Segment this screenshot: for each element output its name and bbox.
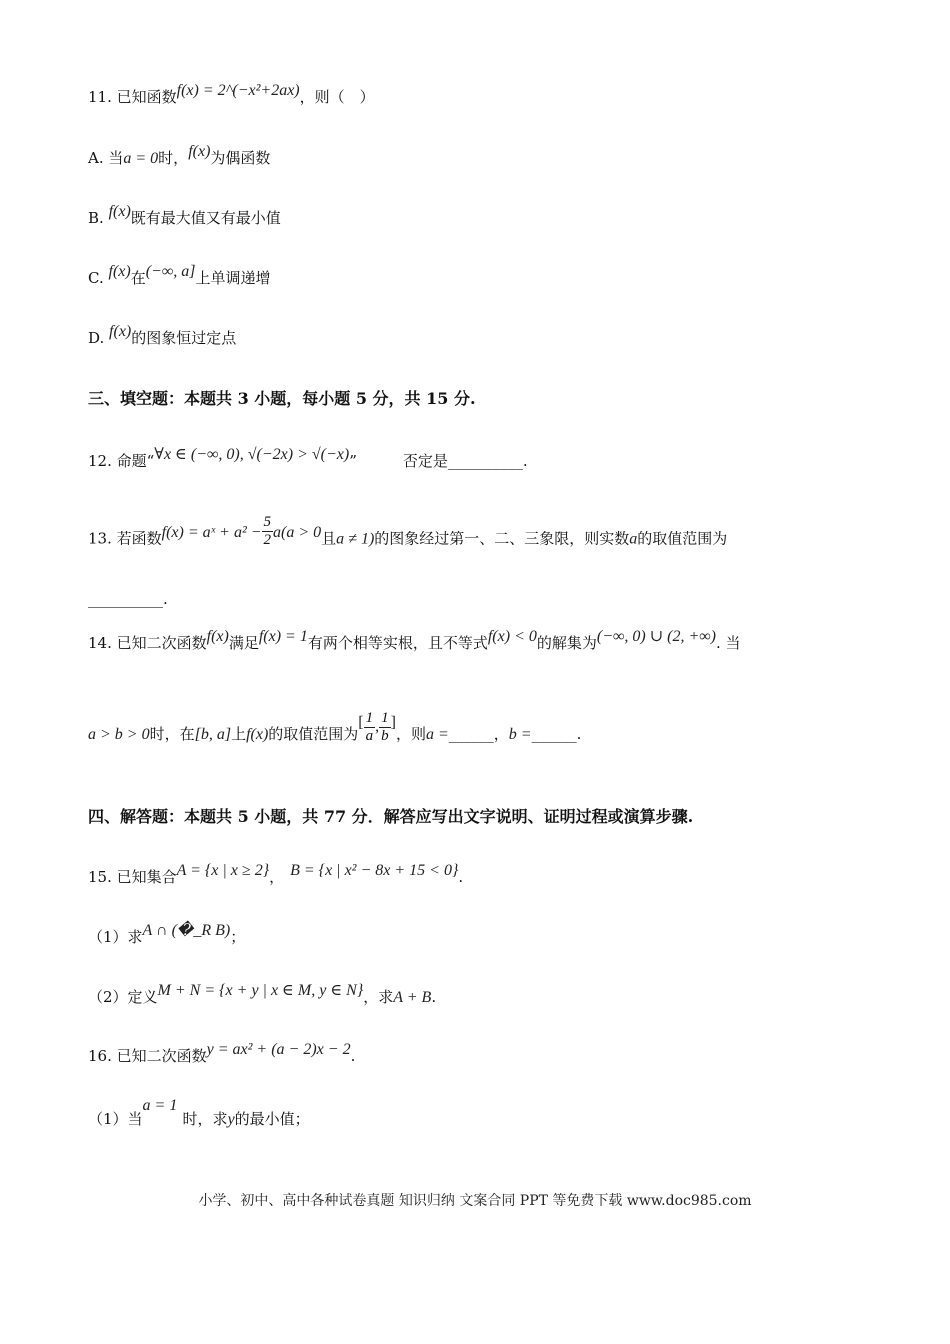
q11-formula: f(x) = 2^(−x²+2ax) [176, 82, 300, 99]
q14-t6: 上 [231, 725, 247, 743]
q14-t1: 满足 [228, 634, 259, 652]
section-3-heading: 三、填空题：本题共 3 小题，每小题 5 分，共 15 分. [88, 389, 476, 408]
q14-frac-b [379, 710, 391, 745]
q15-end: . [458, 868, 464, 886]
q14-t10: . [576, 725, 582, 743]
option-a-label: A. 当 [88, 149, 124, 167]
q15-p2-expr: M + N = {x + y | x ∈ M, y ∈ N} [157, 982, 364, 999]
option-c-text: 上单调递增 [195, 269, 271, 287]
q16-p1-end: 的最小值； [234, 1110, 310, 1128]
q13-suffix1: 的图象经过第一、二、三象限，则实数 [374, 529, 630, 548]
q14-frac-a-den: a [365, 727, 374, 744]
q14-eq1: f(x) = 1 [258, 628, 308, 645]
section-4-heading: 四、解答题：本题共 5 小题，共 77 分．解答应写出文字说明、证明过程或演算步骤. [88, 807, 694, 826]
q14-fx2: f(x) [246, 726, 269, 743]
q14-frac-a-num: 1 [365, 709, 374, 726]
q15-p1-end: ； [230, 928, 246, 946]
q13-prefix: 13. 若函数 [88, 529, 162, 548]
q14-t4: . 当 [716, 634, 741, 652]
q14-t7: 的取值范围为 [268, 725, 359, 743]
q16-part-1 [88, 1097, 310, 1131]
q14-prefix: 14. 已知二次函数 [88, 634, 207, 652]
q14-blank-b: ______ [531, 725, 577, 743]
q16-p1-label: （1）当 [88, 1110, 143, 1128]
q14-t5: 时，在 [149, 725, 195, 743]
q15-p1-label: （1）求 [88, 928, 143, 946]
q14-line2: a > b > 0时，在[b, a]上f(x)的取值范围为[ $\frac{1}{a}$ , $\frac{1}{b}$ ]，则a =______，b =______. [88, 709, 582, 744]
option-a-fx: f(x) [188, 143, 211, 160]
q13-frac-den: 2 [263, 532, 272, 548]
option-d-text: 的图象恒过定点 [131, 329, 237, 347]
q12-formula: ∀x ∈ (−∞, 0), √(−2x) > √(−x) [154, 446, 350, 463]
q15-part-2 [88, 982, 437, 1009]
q14-eq-a: a = [425, 726, 449, 743]
q15-p2-mid: ，求 [363, 988, 394, 1006]
q11-prefix: 11. 已知函数 [88, 88, 177, 106]
q15-part-1 [88, 922, 246, 949]
q15-prefix: 15. 已知集合 [88, 868, 177, 886]
q15-set-b: B = {x | x² − 8x + 15 < 0} [290, 862, 459, 879]
q14-t3: 的解集为 [536, 634, 597, 652]
q13-fraction [262, 514, 274, 549]
q14-fx: f(x) [206, 628, 229, 645]
q14-frac-a [364, 710, 376, 745]
q16-p1-var: y [227, 1111, 235, 1128]
q15-p1-expr: A ∩ (�_R B) [142, 922, 231, 939]
q14-solution-set: (−∞, 0) ∪ (2, +∞) [596, 628, 716, 645]
q15-set-a: A = {x | x ≥ 2} [176, 862, 270, 879]
q14-t2: 有两个相等实根，且不等式 [307, 634, 488, 652]
option-b-fx: f(x) [108, 203, 131, 220]
q12-close-quote: ” [349, 452, 357, 470]
q14-frac-b-num: 1 [381, 709, 389, 726]
option-a-text: 为偶函数 [210, 149, 271, 167]
q13-answer-line: __________. [88, 590, 168, 608]
q14-range-open: [ [358, 714, 364, 731]
q14-blank-a: ______ [448, 725, 494, 743]
q13-formula-right: a(a > 0 [273, 523, 322, 541]
q16-formula: y = ax² + (a − 2)x − 2 [206, 1041, 351, 1058]
page-footer: 小学、初中、高中各种试卷真题 知识归纳 文案合同 PPT 等免费下载 www.doc985.com [198, 1193, 752, 1209]
q11-option-d [88, 323, 237, 350]
q11-option-c [88, 263, 271, 290]
q14-t9: ， [493, 725, 509, 743]
q14-eq-b: b = [508, 726, 532, 743]
option-c-mid: 在 [130, 269, 146, 287]
q12-prefix: 12. 命题“ [88, 452, 155, 470]
q14-condition: a > b > 0 [88, 726, 150, 743]
q13-formula-left: f(x) = aˣ + a² − [161, 523, 262, 541]
q11-option-b [88, 203, 281, 230]
q12-suffix: 否定是__________. [402, 452, 528, 470]
option-c-label: C. [88, 269, 104, 287]
option-d-fx: f(x) [109, 323, 132, 340]
option-a-condition: a = 0 [123, 150, 159, 167]
question-13 [88, 514, 728, 557]
q14-interval: [b, a] [194, 726, 232, 743]
q16-prefix: 16. 已知二次函数 [88, 1047, 207, 1065]
question-14 [88, 628, 741, 655]
q14-range-close: ] [390, 714, 396, 731]
question-11 [88, 82, 375, 109]
q15-p2-expr2: A + B [393, 989, 432, 1006]
option-b-text: 既有最大值又有最小值 [130, 209, 281, 227]
question-12 [88, 446, 528, 473]
q11-option-a [88, 143, 271, 170]
option-c-interval: (−∞, a] [145, 263, 196, 280]
q16-p1-mid: 时，求 [182, 1110, 228, 1128]
q13-frac-num: 5 [263, 514, 272, 530]
q14-frac-b-den: b [381, 727, 389, 744]
question-16 [88, 1041, 356, 1068]
q13-mid: 且 [321, 529, 337, 548]
q11-suffix: ，则（ ） [299, 88, 375, 106]
option-b-label: B. [88, 209, 104, 227]
q15-p2-end: . [431, 988, 437, 1006]
q15-separator: ， [269, 868, 285, 886]
q14-inequality: f(x) < 0 [487, 628, 537, 645]
q15-p2-label: （2）定义 [88, 988, 158, 1006]
q13-condition: a ≠ 1) [336, 530, 375, 548]
option-c-fx: f(x) [108, 263, 131, 280]
q14-t8: ，则 [395, 725, 426, 743]
q13-var: a [629, 530, 638, 548]
option-a-mid: 时， [158, 149, 189, 167]
q13-suffix2: 的取值范围为 [637, 529, 728, 548]
option-d-label: D. [88, 329, 105, 347]
q16-p1-condition: a = 1 [142, 1097, 178, 1114]
q16-end: . [350, 1047, 356, 1065]
question-15 [88, 862, 464, 889]
